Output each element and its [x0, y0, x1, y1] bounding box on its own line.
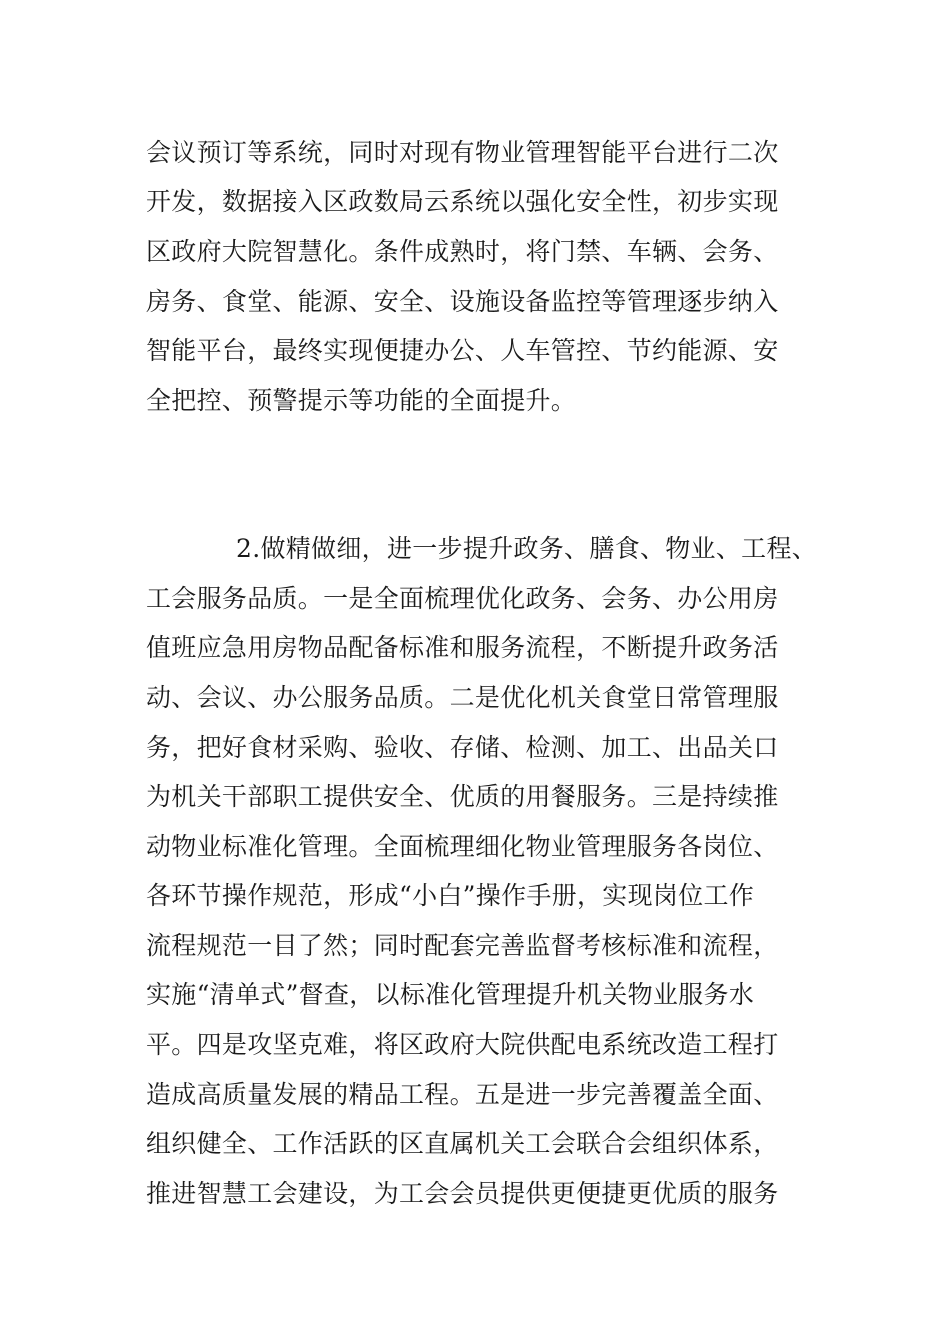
text-line: 推进智慧工会建设，为工会会员提供更便捷更优质的服务	[146, 1179, 779, 1208]
text-line: 智能平台，最终实现便捷办公、人车管控、节约能源、安	[146, 336, 779, 365]
text-line: 动、会议、办公服务品质。二是优化机关食堂日常管理服	[146, 683, 779, 712]
text-line: 全把控、预警提示等功能的全面提升。	[146, 386, 577, 415]
text-line: 房务、食堂、能源、安全、设施设备监控等管理逐步纳入	[146, 287, 779, 316]
text-line: 2.做精做细，进一步提升政务、膳食、物业、工程、	[236, 534, 818, 563]
text-line: 平。四是攻坚克难，将区政府大院供配电系统改造工程打	[146, 1030, 779, 1059]
text-line: 造成高质量发展的精品工程。五是进一步完善覆盖全面、	[146, 1080, 779, 1109]
text-line: 工会服务品质。一是全面梳理优化政务、会务、办公用房	[146, 584, 779, 613]
text-line: 值班应急用房物品配备标准和服务流程，不断提升政务活	[146, 633, 779, 662]
text-line: 为机关干部职工提供安全、优质的用餐服务。三是持续推	[146, 782, 779, 811]
text-line: 务，把好食材采购、验收、存储、检测、加工、出品关口	[146, 733, 779, 762]
text-line: 实施“清单式”督查，以标准化管理提升机关物业服务水	[146, 980, 755, 1009]
text-line: 流程规范一目了然；同时配套完善监督考核标准和流程，	[146, 931, 779, 960]
text-line: 开发，数据接入区政数局云系统以强化安全性，初步实现	[146, 187, 779, 216]
text-line: 会议预订等系统，同时对现有物业管理智能平台进行二次	[146, 138, 779, 167]
text-line: 区政府大院智慧化。条件成熟时，将门禁、车辆、会务、	[146, 237, 779, 266]
text-line: 各环节操作规范，形成“小白”操作手册，实现岗位工作	[146, 881, 755, 910]
text-line: 组织健全、工作活跃的区直属机关工会联合会组织体系，	[146, 1129, 779, 1158]
text-line: 动物业标准化管理。全面梳理细化物业管理服务各岗位、	[146, 832, 779, 861]
